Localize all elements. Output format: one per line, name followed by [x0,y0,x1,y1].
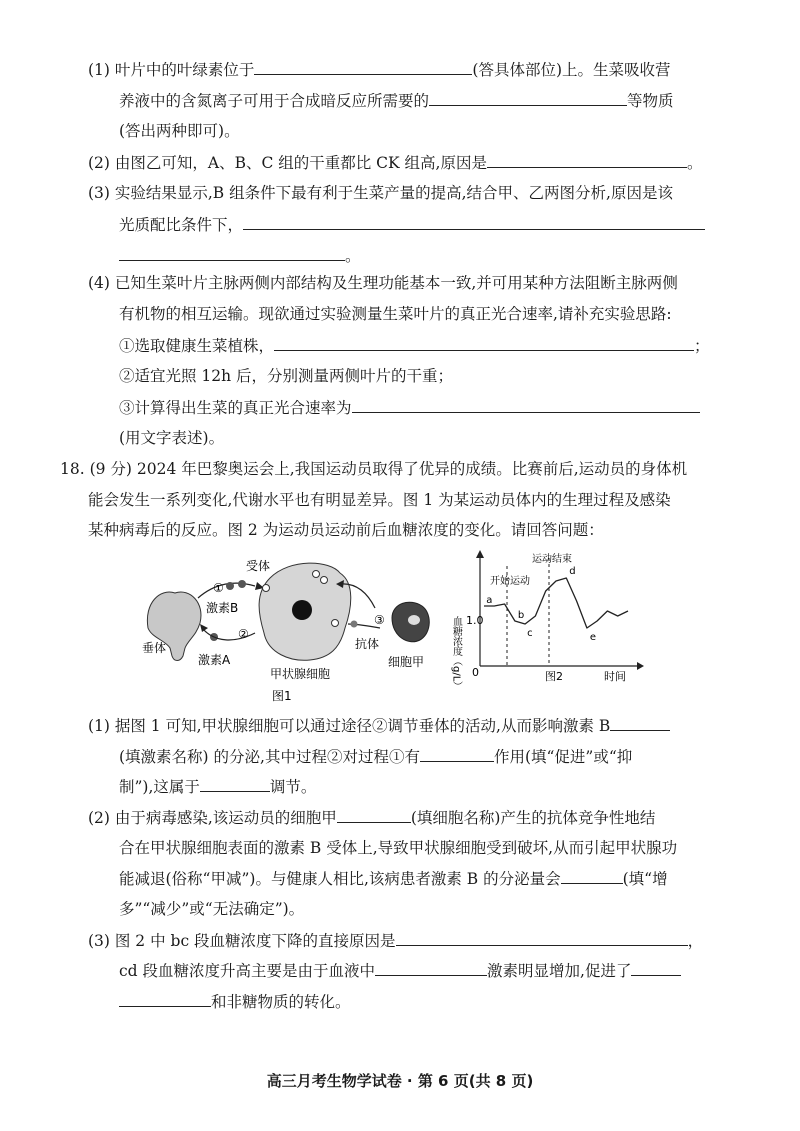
answer-blank[interactable] [254,58,472,75]
figure-1-caption: 图1 [272,689,292,703]
label-cell-jia: 细胞甲 [388,655,425,669]
answer-blank[interactable] [487,151,687,168]
y-axis-arrow [476,550,484,558]
x-axis-label: 时间 [604,670,626,683]
hormone-b-dot [238,580,246,588]
answer-blank[interactable] [396,929,688,946]
answer-blank[interactable] [375,959,487,976]
q17-p1-line1: (1) 叶片中的叶绿素位于 (答具体部位)上。生菜吸收营 [88,58,671,81]
q18-p2-line1: (2) 由于病毒感染,该运动员的细胞甲 (填细胞名称)产生的抗体竞争性地结 [88,806,655,829]
q18-p2-line3: 能减退(俗称“甲减”)。与健康人相比,该病患者激素 B 的分泌量会 (填“增 [119,867,668,890]
answer-blank[interactable] [337,806,411,823]
hormone-b-dot [226,582,234,590]
q17-p4-line2: 有机物的相互运输。现欲通过实验测量生菜叶片的真正光合速率,请补充实验思路: [119,305,672,323]
q17-p1-line2: 养液中的含氮离子可用于合成暗反应所需要的 等物质 [119,89,674,112]
answer-blank[interactable] [243,213,705,230]
q17-p4-step3-end: (用文字表述)。 [119,429,225,447]
answer-blank[interactable] [274,334,694,351]
q17-p1-line3: (答出两种即可)。 [119,122,240,140]
answer-blank[interactable] [200,775,270,792]
point-label-d: d [569,566,576,577]
label-hormone-b: 激素B [206,601,239,615]
q17-p2: (2) 由图乙可知，A、B、C 组的干重都比 CK 组高,原因是 。 [88,151,703,174]
figure-1 [130,548,450,708]
page-footer: 高三月考生物学试卷 · 第 6 页(共 8 页) [266,1072,534,1090]
q17-p4-step2: ②适宜光照 12h 后，分别测量两侧叶片的干重； [119,367,454,385]
x-axis-arrow [637,662,644,670]
point-label-a: a [486,595,493,606]
q17-p4-step1: ①选取健康生菜植株， ； [119,334,710,357]
q17-p4-step3: ③计算得出生菜的真正光合速率为 [119,396,700,419]
q18-p3-line2: cd 段血糖浓度升高主要是由于血液中 激素明显增加,促进了 [119,959,681,982]
answer-blank[interactable] [119,990,211,1007]
y-tick-label: 1.0 [466,614,484,627]
y-axis-label: 血糖浓度（g/L） [450,616,462,692]
point-label-e: e [589,632,597,643]
receptor-site [321,577,328,584]
receptor-site [332,620,339,627]
q17-p3-line3: 。 [119,244,361,267]
path-2-label: ② [238,627,249,641]
label-receptor: 受体 [246,559,271,573]
q18-p1-line2: (填激素名称) 的分泌,其中过程②对过程①有 作用(填“促进”或“抑 [119,745,632,768]
answer-blank[interactable] [352,396,700,413]
label-start: 开始运动 [490,576,530,587]
label-pituitary: 垂体 [142,641,167,655]
q18-p1-line1: (1) 据图 1 可知,甲状腺细胞可以通过途径②调节垂体的活动,从而影响激素 B [88,714,670,737]
answer-blank[interactable] [429,89,627,106]
figure-2-chart [450,548,652,692]
point-label-b: b [517,610,525,621]
q17-p3-line2: 光质配比条件下， [119,213,705,236]
q18-p2-line2: 合在甲状腺细胞表面的激素 B 受体上,导致甲状腺细胞受到破坏,从而引起甲状腺功 [119,839,678,857]
q18-p3-line3: 和非糖物质的转化。 [119,990,351,1013]
q18-p1-line3: 制”),这属于 调节。 [119,775,316,798]
label-thyroid-cell: 甲状腺细胞 [270,667,331,681]
origin-label: 0 [472,666,479,679]
label-end: 运动结束 [532,554,572,565]
label-antibody: 抗体 [355,637,380,651]
answer-blank[interactable] [561,867,623,884]
q18-p2-line4: 多”“减少”或“无法确定”)。 [119,900,305,918]
answer-blank[interactable] [610,714,670,731]
receptor-site [263,585,270,592]
figure-2-caption: 图2 [545,670,563,683]
answer-blank[interactable] [631,959,681,976]
answer-blank[interactable] [119,244,345,261]
cell-jia-nucleus [408,615,420,625]
q17-p3-line1: (3) 实验结果显示,B 组条件下最有利于生菜产量的提高,结合甲、乙两图分析,原因是该 [88,184,673,202]
label-hormone-a: 激素A [198,653,231,667]
answer-blank[interactable] [420,745,494,762]
receptor-site [313,571,320,578]
q18-p3-line1: (3) 图 2 中 bc 段血糖浓度下降的直接原因是 ， [88,929,703,952]
q18-intro-line2: 能会发生一系列变化,代谢水平也有明显差异。图 1 为某运动员体内的生理过程及感染 [88,491,671,509]
antibody-dot [351,621,358,628]
thyroid-nucleus [292,600,312,620]
path-3-label: ③ [374,613,385,627]
path-1-label: ① [213,581,224,595]
q18-intro-line3: 某种病毒后的反应。图 2 为运动员运动前后血糖浓度的变化。请回答问题： [88,521,604,539]
q18-intro-line1: 18. (9 分) 2024 年巴黎奥运会上,我国运动员取得了优异的成绩。比赛前后,运动员的身体机 [60,460,688,478]
q17-p4-line1: (4) 已知生菜叶片主脉两侧内部结构及生理功能基本一致,并可用某种方法阻断主脉两侧 [88,274,678,292]
point-label-c: c [527,628,533,639]
